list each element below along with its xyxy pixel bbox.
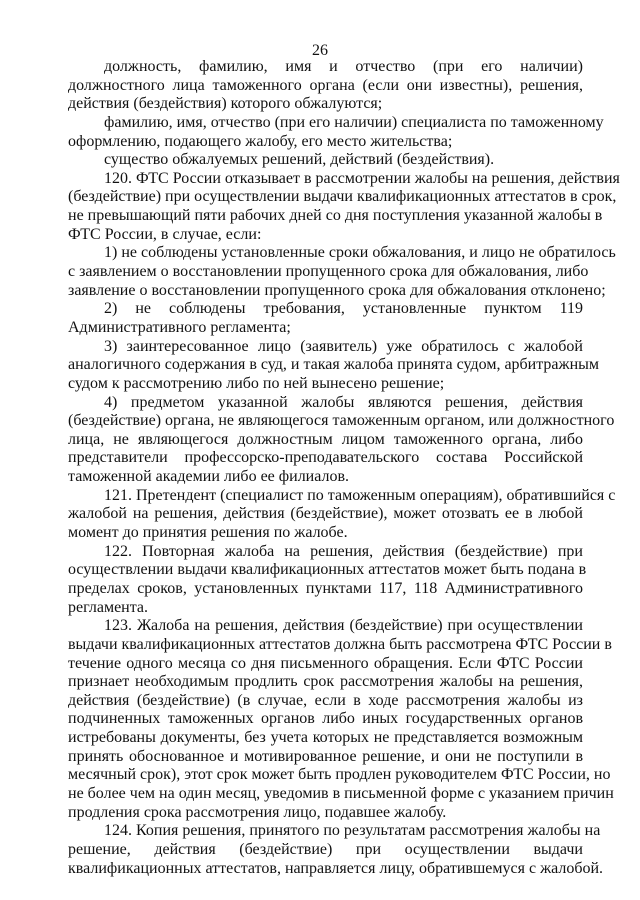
text-line: заявление о восстановлении пропущенного срока для обжалования отклонено; — [68, 281, 606, 299]
text-line: должностного лица таможенного органа (если они известны), решения, — [68, 76, 583, 94]
text-line: аналогичного содержания в суд, и такая жалоба принята судом, арбитражным — [68, 356, 600, 374]
paragraph — [68, 169, 620, 245]
text-line: решение, действия (бездействие) при осуществлении выдачи — [68, 840, 583, 858]
text-line: таможенной академии либо ее филиалов. — [68, 468, 350, 486]
text-line: Административного регламента; — [68, 318, 291, 336]
paragraph — [68, 300, 583, 337]
paragraph — [68, 113, 604, 151]
paragraph — [68, 822, 604, 878]
text-line: принять обоснованное и мотивированное решение, и они не поступили в — [68, 747, 583, 765]
text-line: судом к рассмотрению либо по ней вынесено решение; — [68, 374, 445, 392]
text-line: должность, фамилию, имя и отчество (при его наличии) — [104, 58, 583, 75]
text-line: истребованы документы, без учета которых не представляется возможным — [68, 729, 583, 747]
text-line: 122. Повторная жалоба на решения, действия (бездействие) при — [104, 542, 583, 560]
text-line: 2) не соблюдены требования, установленные пунктом 119 — [104, 300, 583, 318]
text-line: лица, не являющегося должностным лицом таможенного органа, либо — [68, 430, 583, 448]
text-line: месячный срок), этот срок может быть продлен руководителем ФТС России, но — [68, 766, 611, 784]
text-line: 4) предметом указанной жалобы являются решения, действия — [104, 393, 583, 411]
text-line: не превышающий пяти рабочих дней со дня поступления указанной жалобы в — [68, 207, 603, 225]
text-line: (бездействие) органа, не являющегося таможенным органом, или должностного — [68, 412, 615, 430]
text-line: действия (бездействие) (в случае, если в ходе рассмотрения жалобы из — [68, 691, 583, 709]
text-line: 121. Претендент (специалист по таможенным операциям), обратившийся с — [104, 486, 616, 504]
text-line: осуществлении выдачи квалификационных аттестатов может быть подана в — [68, 561, 587, 579]
paragraph — [68, 617, 614, 822]
text-line: 1) не соблюдены установленные сроки обжалования, и лицо не обратилось — [104, 244, 616, 262]
text-line: 123. Жалоба на решения, действия (бездействие) при осуществлении — [104, 617, 583, 635]
text-line: 124. Копия решения, принятого по результатам рассмотрения жалобы на — [104, 822, 601, 840]
text-line: выдачи квалификационных аттестатов должна быть рассмотрена ФТС России в — [68, 635, 612, 653]
text-line: жалобой на решения, действия (бездействие), может отозвать ее в любой — [68, 505, 583, 523]
text-line: представители профессорско-преподавательского состава Российской — [68, 449, 583, 467]
text-line: ФТС России, в случае, если: — [68, 225, 262, 243]
text-line: момент до принятия решения по жалобе. — [68, 524, 348, 542]
text-line: 3) заинтересованное лицо (заявитель) уже обратилось с жалобой — [104, 337, 583, 355]
text-line: с заявлением о восстановлении пропущенного срока для обжалования, либо — [68, 263, 589, 281]
paragraph — [68, 244, 616, 300]
text-line: регламента. — [68, 598, 149, 616]
paragraph — [68, 542, 587, 618]
document-body — [68, 58, 620, 878]
paragraph — [68, 486, 616, 543]
text-line: квалификационных аттестатов, направляется лицу, обратившемуся с жалобой. — [68, 859, 604, 877]
text-line: фамилию, имя, отчество (при его наличии) специалиста по таможенному — [104, 113, 604, 131]
paragraph — [68, 151, 583, 170]
text-line: признает необходимым продлить срок рассмотрения жалобы на решения, — [68, 673, 583, 691]
text-line: существо обжалуемых решений, действий (бездействия). — [104, 151, 495, 169]
text-line: пределах сроков, установленных пунктами 117, 118 Административного — [68, 579, 583, 597]
paragraph — [68, 393, 615, 487]
text-line: подчиненных таможенных органов либо иных государственных органов — [68, 710, 583, 728]
text-line: 120. ФТС России отказывает в рассмотрении жалобы на решения, действия — [104, 169, 620, 187]
paragraph — [68, 58, 583, 114]
text-line: течение одного месяца со дня письменного обращения. Если ФТС России — [68, 654, 583, 672]
text-line: (бездействие) при осуществлении выдачи квалификационных аттестатов в срок, — [68, 188, 617, 206]
text-line: не более чем на один месяц, уведомив в письменной форме с указанием причин — [68, 784, 614, 802]
text-line: действия (бездействия) которого обжалуются; — [68, 95, 383, 113]
text-line: продления срока рассмотрения лицо, подавшее жалобу. — [68, 803, 447, 821]
text-line: оформлению, подающего жалобу, его место жительства; — [68, 132, 453, 150]
paragraph — [68, 337, 600, 394]
page-number: 26 — [312, 42, 328, 59]
